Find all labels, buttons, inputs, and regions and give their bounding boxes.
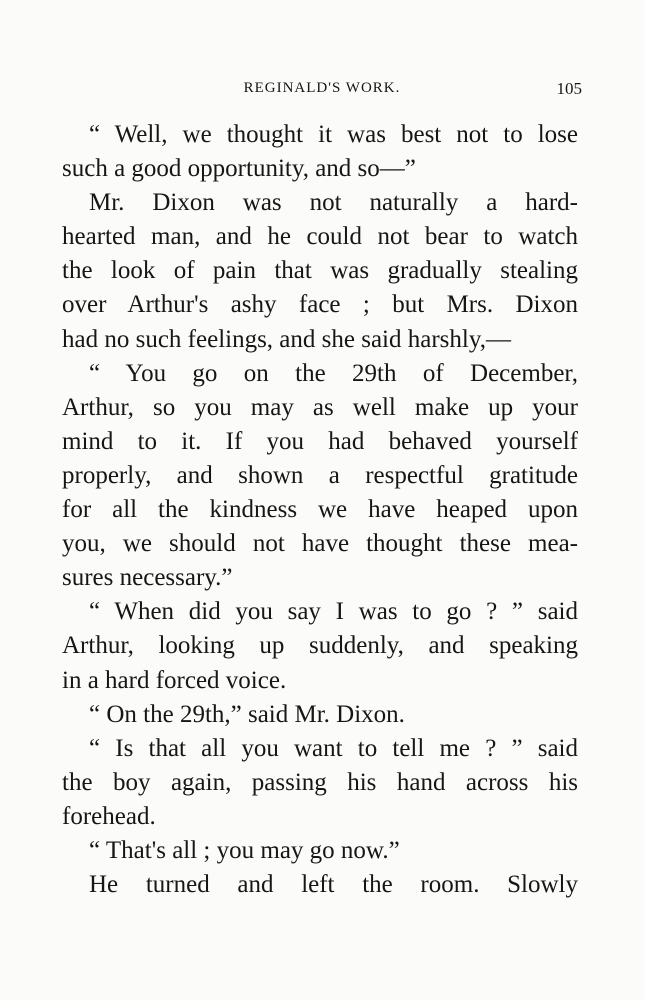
text-line: for all the kindness we have heaped upon	[62, 496, 578, 524]
text-line: mind to it. If you had behaved yourself	[62, 427, 578, 455]
text-line: “ When did you say I was to go ? ” said	[89, 598, 578, 626]
page-header	[62, 80, 582, 102]
text-line: hearted man, and he could not bear to watch	[62, 223, 578, 251]
text-line: forehead.	[62, 802, 156, 830]
text-line: He turned and left the room. Slowly	[89, 871, 578, 899]
text-line: such a good opportunity, and so—”	[62, 155, 416, 183]
text-line: the boy again, passing his hand across his	[62, 768, 578, 796]
text-line: Arthur, looking up suddenly, and speaking	[62, 632, 578, 660]
text-line: “ On the 29th,” said Mr. Dixon.	[89, 700, 405, 728]
text-line: the look of pain that was gradually stealing	[62, 257, 578, 285]
text-line: “ Is that all you want to tell me ? ” said	[89, 734, 578, 762]
text-line: “ You go on the 29th of December,	[89, 359, 578, 387]
body-text	[62, 118, 578, 902]
text-line: “ Well, we thought it was best not to lose	[89, 121, 578, 148]
text-line: had no such feelings, and she said harshly,—	[62, 325, 511, 353]
text-line: properly, and shown a respectful gratitude	[62, 461, 578, 489]
text-line: sures necessary.”	[62, 564, 233, 592]
text-line: “ That's all ; you may go now.”	[89, 836, 400, 864]
text-line: you, we should not have thought these mea-	[62, 530, 578, 558]
text-line: over Arthur's ashy face ; but Mrs. Dixon	[62, 291, 578, 319]
text-line: Arthur, so you may as well make up your	[62, 393, 578, 421]
running-title: REGINALD'S WORK.	[243, 80, 401, 96]
text-line: in a hard forced voice.	[62, 666, 287, 694]
page-number: 105	[556, 79, 582, 98]
text-line: Mr. Dixon was not naturally a hard-	[89, 189, 578, 217]
